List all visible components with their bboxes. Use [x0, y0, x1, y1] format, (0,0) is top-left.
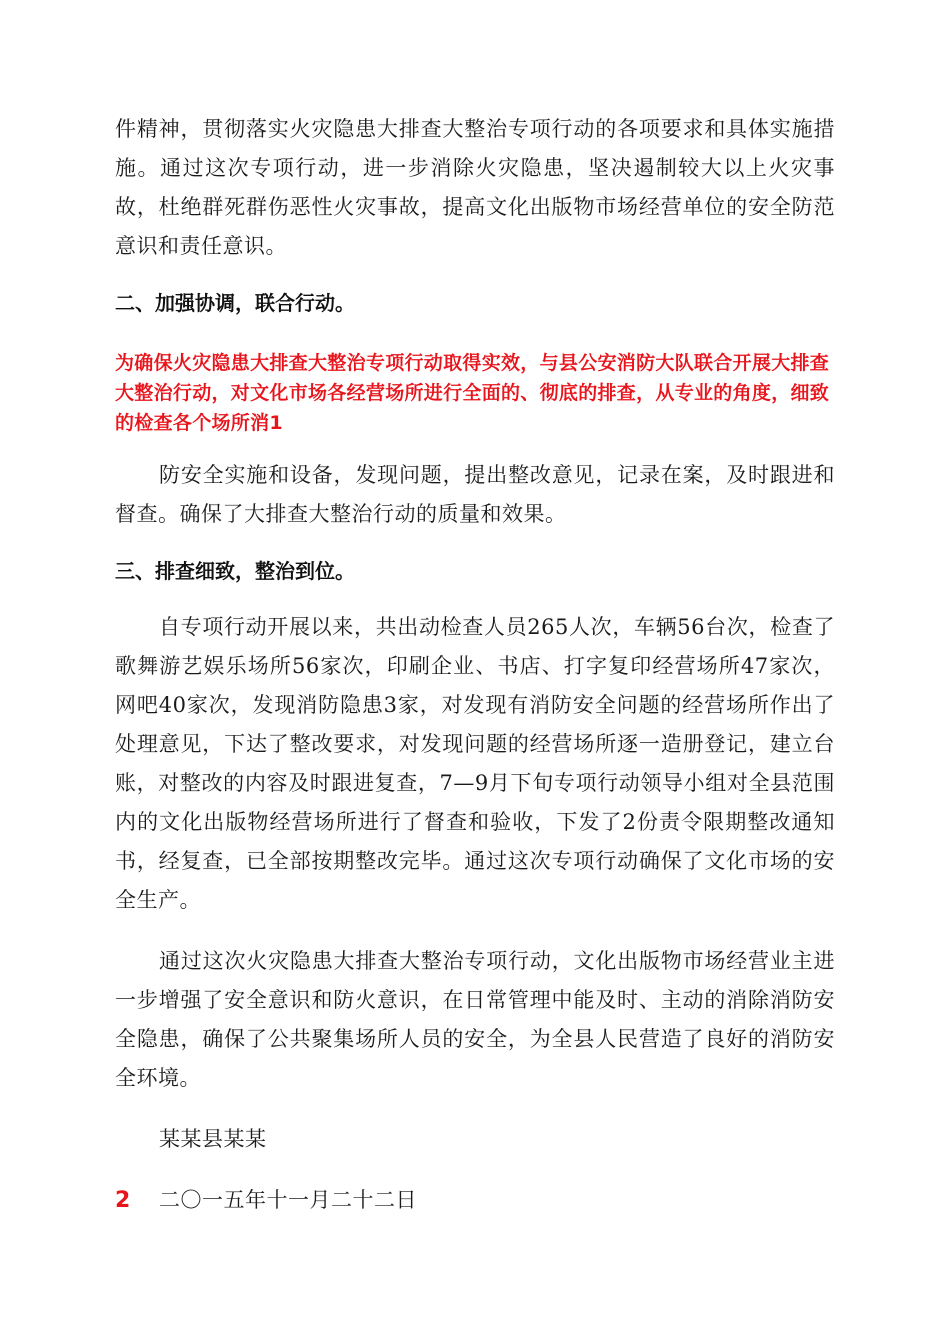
- section-heading-3: 三、排查细致，整治到位。: [115, 559, 355, 583]
- highlighted-paragraph: 为确保火灾隐患大排查大整治专项行动取得实效，与县公安消防大队联合开展大排查大整治行动，对文化市场各经营场所进行全面的、彻底的排查，从专业的角度，细致的检查各个场所消1: [115, 352, 830, 434]
- section-heading-2: 二、加强协调，联合行动。: [115, 291, 355, 315]
- document-body: [115, 110, 835, 1220]
- spacer: [115, 266, 835, 288]
- spacer: [115, 534, 835, 556]
- paragraph-conclusion: 通过这次火灾隐患大排查大整治专项行动，文化出版物市场经营业主进一步增强了安全意识和防火意识，在日常管理中能及时、主动的消除消防安全隐患，确保了公共聚集场所人员的安全，为全县人民营造了良好的消防安全环境。: [115, 949, 835, 1090]
- signature: 某某县某某: [159, 1127, 267, 1151]
- spacer: [115, 1159, 835, 1181]
- paragraph-continuation: 件精神，贯彻落实火灾隐患大排查大整治专项行动的各项要求和具体实施措施。通过这次专项行动，进一步消除火灾隐患，坚决遏制较大以上火灾事故，杜绝群死群伤恶性火灾事故，提高文化出版物市场经营单位的安全防范意识和责任意识。: [115, 117, 835, 258]
- spacer: [115, 586, 835, 608]
- paragraph-inspection: 防安全实施和设备，发现问题，提出整改意见，记录在案，及时跟进和督查。确保了大排查大整治行动的质量和效果。: [115, 463, 835, 526]
- date: 二〇一五年十一月二十二日: [159, 1188, 417, 1212]
- page-number: 2: [115, 1188, 131, 1213]
- spacer: [115, 920, 835, 942]
- spacer: [115, 1098, 835, 1120]
- spacer: [115, 438, 835, 456]
- spacer: [115, 318, 835, 348]
- paragraph-statistics: 自专项行动开展以来，共出动检查人员265人次，车辆56台次，检查了歌舞游艺娱乐场所56家次，印刷企业、书店、打字复印经营场所47家次，网吧40家次，发现消防隐患3家，对发现有消防安全问题的经营场所作出了处理意见，下达了整改要求，对发现问题的经营场所逐一造册登记，建立台账，对整改的内容及时跟进复查，7—9月下旬专项行动领导小组对全县范围内的文化出版物经营场所进行了督查和验收，下发了2份责令限期整改通知书，经复查，已全部按期整改完毕。通过这次专项行动确保了文化市场的安全生产。: [115, 615, 835, 912]
